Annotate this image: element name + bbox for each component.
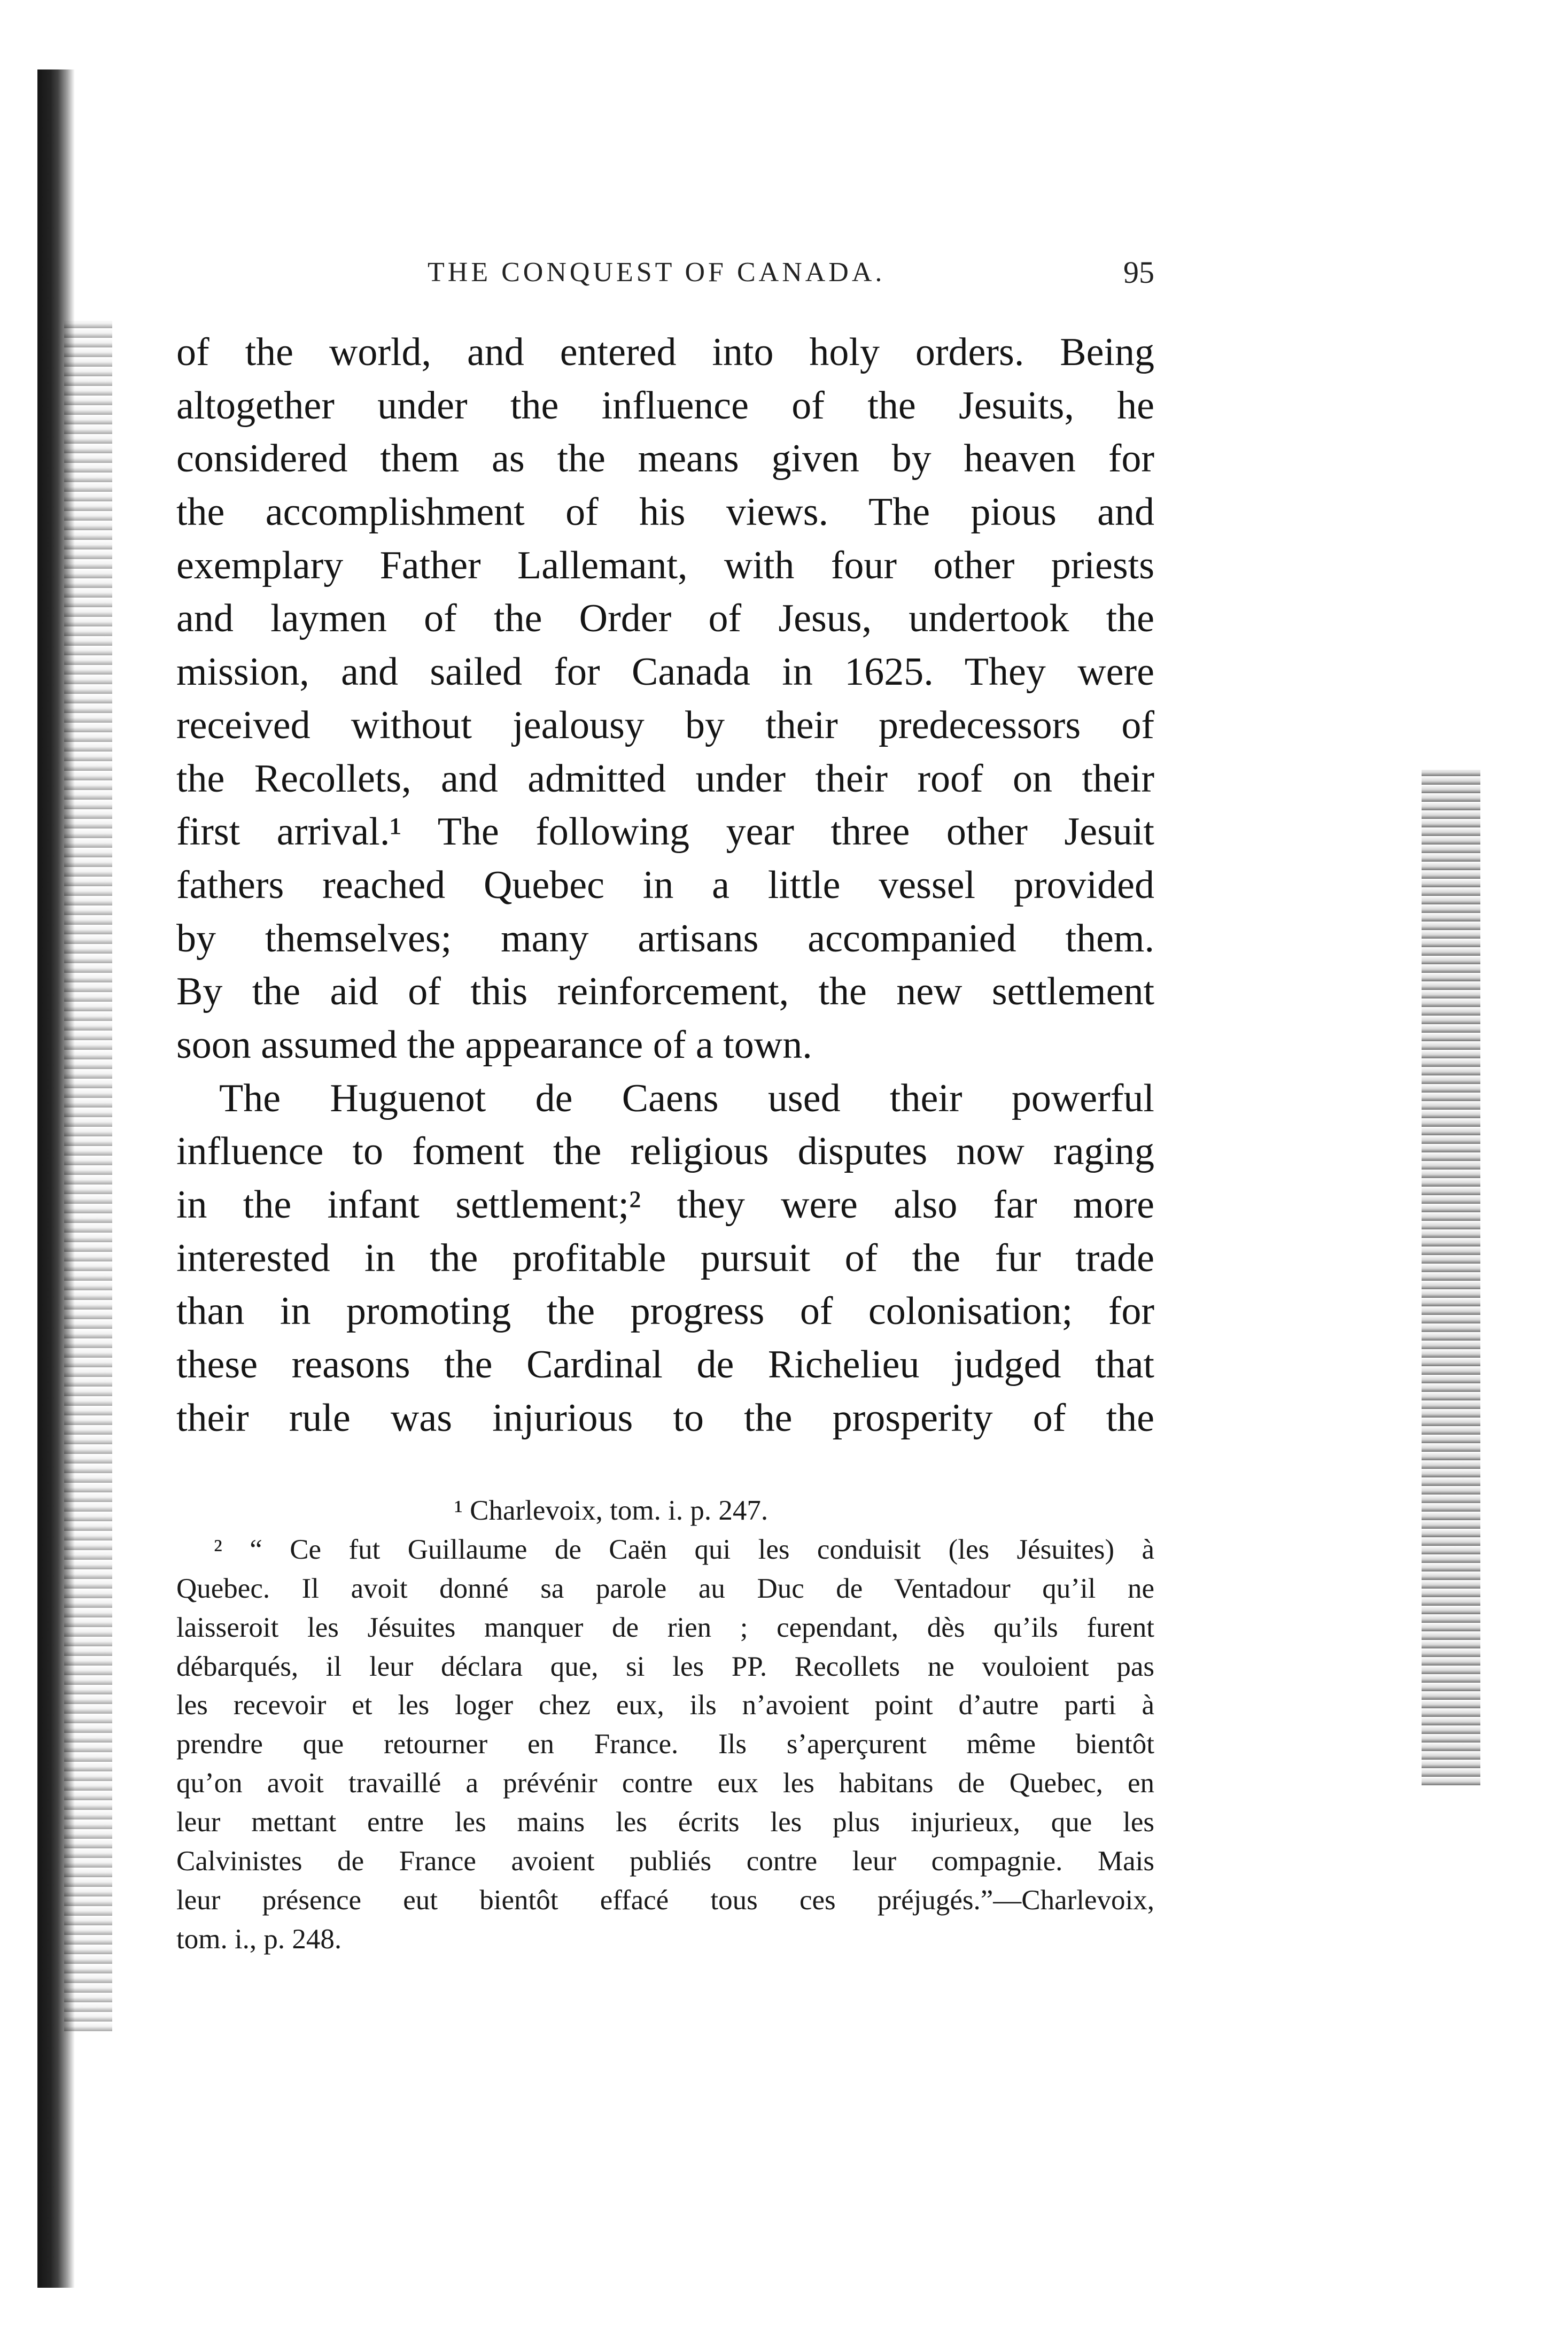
body-line: the accomplishment of his views. The pious and (176, 490, 1154, 535)
body-text (176, 326, 1154, 1445)
body-line: fathers reached Quebec in a little vessel provided (176, 863, 1154, 907)
body-line: mission, and sailed for Canada in 1625. They were (176, 650, 1154, 694)
footnote-2-line: leur mettant entre les mains les écrits les plus injurieux, que les (176, 1807, 1154, 1838)
body-line: these reasons the Cardinal de Richelieu judged that (176, 1343, 1154, 1387)
footnote-2-line: qu’on avoit travaillé a prévénir contre eux les habitans de Quebec, en (176, 1768, 1154, 1799)
body-line: than in promoting the progress of colonisation; for (176, 1289, 1154, 1334)
body-line: altogether under the influence of the Jesuits, he (176, 383, 1154, 428)
scan-speckle-left (64, 321, 112, 2031)
body-line: exemplary Father Lallemant, with four other priests (176, 543, 1154, 587)
body-line: soon assumed the appearance of a town. (176, 1023, 812, 1067)
body-line: received without jealousy by their predecessors of (176, 703, 1154, 747)
scan-speckle-right (1422, 770, 1480, 1785)
body-line: interested in the profitable pursuit of the fur trade (176, 1236, 1154, 1280)
body-line: By the aid of this reinforcement, the new settlement (176, 970, 1154, 1014)
footnote-1: ¹ Charlevoix, tom. i. p. 247. (454, 1495, 769, 1526)
footnote-2-line: laisseroit les Jésuites manquer de rien ; cependant, dès qu’ils furent (176, 1612, 1154, 1643)
footnotes (176, 1491, 1154, 1959)
body-line: considered them as the means given by heaven for (176, 437, 1154, 481)
footnote-2-line: ² “ Ce fut Guillaume de Caën qui les conduisit (les Jésuites) à (214, 1534, 1154, 1565)
body-line: The Huguenot de Caens used their powerful (219, 1076, 1154, 1120)
body-line: and laymen of the Order of Jesus, undertook the (176, 597, 1154, 641)
body-line: by themselves; many artisans accompanied them. (176, 916, 1154, 961)
footnote-2-line: leur présence eut bientôt effacé tous ces préjugés.”—Charlevoix, (176, 1884, 1154, 1916)
body-line: influence to foment the religious disputes now raging (176, 1129, 1154, 1174)
body-line: their rule was injurious to the prosperity of the (176, 1396, 1154, 1440)
body-line: in the infant settlement;² they were also far more (176, 1183, 1154, 1227)
footnote-2-line: Calvinistes de France avoient publiés contre leur compagnie. Mais (176, 1846, 1154, 1877)
footnote-2-line: Quebec. Il avoit donné sa parole au Duc de Ventadour qu’il ne (176, 1573, 1154, 1604)
footnote-2-line: tom. i., p. 248. (176, 1923, 342, 1955)
body-line: of the world, and entered into holy orders. Being (176, 330, 1154, 374)
footnote-2-line: les recevoir et les loger chez eux, ils n’avoient point d’autre parti à (176, 1690, 1154, 1721)
body-line: the Recollets, and admitted under their roof on their (176, 756, 1154, 801)
footnote-2-line: prendre que retourner en France. Ils s’aperçurent même bientôt (176, 1729, 1154, 1760)
running-head (176, 251, 1154, 294)
running-title: THE CONQUEST OF CANADA. (428, 257, 886, 288)
page-number: 95 (1123, 255, 1154, 290)
footnote-2-line: débarqués, il leur déclara que, si les PP. Recollets ne vouloient pas (176, 1651, 1154, 1682)
body-line: first arrival.¹ The following year three other Jesuit (176, 810, 1154, 854)
